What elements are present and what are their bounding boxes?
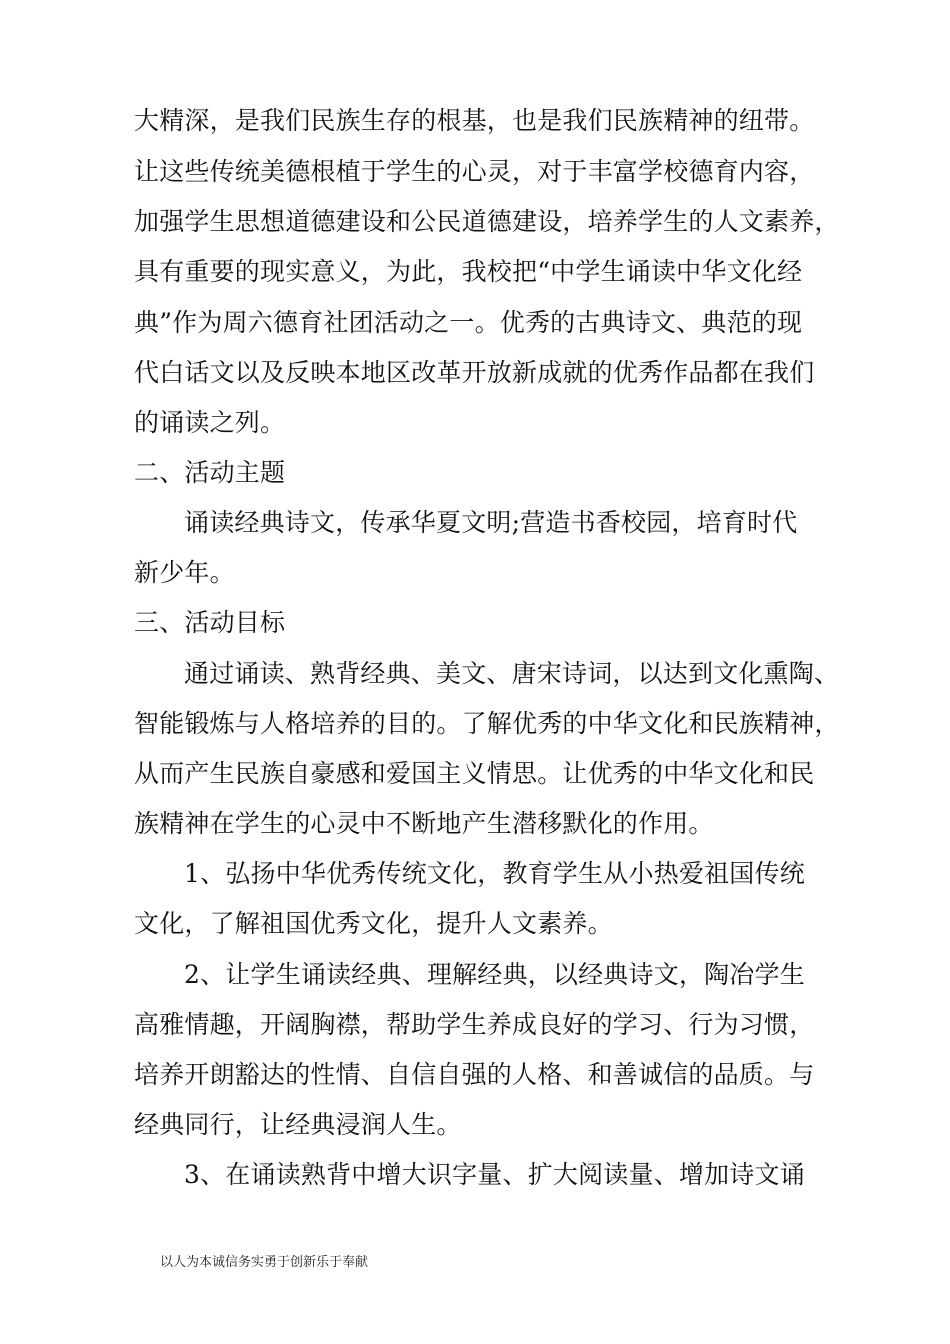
text-line-9: 诵读经典诗文，传承华夏文明;营造书香校园，培育时代 — [184, 508, 798, 537]
text-line-14: 从而产生民族自豪感和爱国主义情思。让优秀的中华文化和民 — [134, 759, 815, 788]
text-line-22: 3、在诵读熟背中增大识字量、扩大阅读量、增加诗文诵 — [184, 1160, 805, 1189]
text-line-18: 2、让学生诵读经典、理解经典，以经典诗文，陶冶学生 — [184, 960, 805, 989]
text-line-17: 文化，了解祖国优秀文化，提升人文素养。 — [134, 909, 613, 938]
text-line-13: 智能锻炼与人格培养的目的。了解优秀的中华文化和民族精神， — [134, 709, 840, 738]
text-line-16: 1、弘扬中华优秀传统文化，教育学生从小热爱祖国传统 — [184, 859, 805, 888]
text-line-1: 大精深，是我们民族生存的根基，也是我们民族精神的纽带。 — [134, 106, 815, 135]
text-line-21: 经典同行，让经典浸润人生。 — [134, 1110, 462, 1139]
text-line-2: 让这些传统美德根植于学生的心灵，对于丰富学校德育内容， — [134, 157, 815, 186]
text-line-20: 培养开朗豁达的性情、自信自强的人格、和善诚信的品质。与 — [134, 1060, 815, 1089]
text-line-12: 通过诵读、熟背经典、美文、唐宋诗词，以达到文化熏陶、 — [184, 659, 840, 688]
text-line-6: 代白话文以及反映本地区改革开放新成就的优秀作品都在我们 — [134, 358, 815, 387]
section-heading-goals: 三、活动目标 — [134, 608, 286, 637]
text-line-5: 典”作为周六德育社团活动之一。优秀的古典诗文、典范的现 — [134, 308, 803, 337]
text-line-3: 加强学生思想道德建设和公民道德建设，培养学生的人文素养， — [134, 207, 840, 236]
text-line-19: 高雅情趣，开阔胸襟，帮助学生养成良好的学习、行为习惯， — [134, 1010, 815, 1039]
page-footer: 以人为本诚信务实勇于创新乐于奉献 — [160, 1255, 369, 1270]
text-line-15: 族精神在学生的心灵中不断地产生潜移默化的作用。 — [134, 809, 714, 838]
text-line-7: 的诵读之列。 — [134, 408, 286, 437]
text-line-4: 具有重要的现实意义，为此，我校把“中学生诵读中华文化经 — [134, 257, 803, 286]
text-line-10: 新少年。 — [134, 558, 235, 587]
section-heading-theme: 二、活动主题 — [134, 458, 286, 487]
